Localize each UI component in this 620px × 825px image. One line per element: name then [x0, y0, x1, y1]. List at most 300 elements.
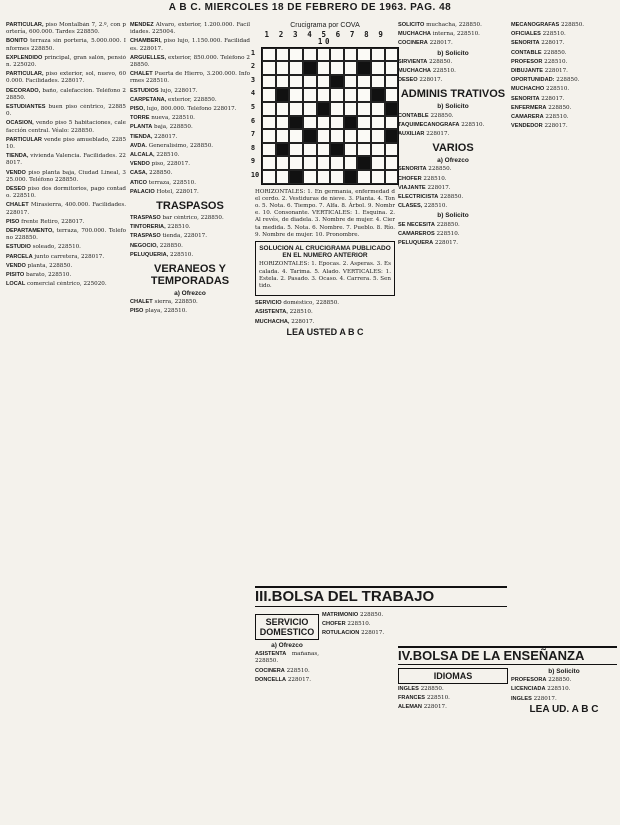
ad-lead: CHAMBERI,: [130, 38, 162, 45]
ad-text: planta, 228850.: [25, 262, 73, 269]
classified-ad: [398, 231, 508, 238]
ad-text: piso, 228017.: [149, 161, 190, 168]
crossword-cell: [262, 88, 276, 102]
crossword-cell: [371, 102, 385, 116]
ad-lead: ALCALA,: [130, 152, 155, 159]
crossword-cell: [357, 129, 371, 143]
classified-ad: [6, 228, 126, 242]
ad-lead: ESTUDIANTES: [6, 104, 46, 111]
classified-ad: [511, 696, 617, 703]
ad-lead: PALACIO: [130, 188, 155, 195]
crossword-row-number: 1: [250, 48, 256, 57]
ad-text: 228850.: [546, 104, 572, 111]
crossword-cell: [303, 75, 317, 89]
classified-ad: [398, 59, 508, 66]
solicito-sub: b) Solicito: [437, 49, 469, 57]
ad-text: 228017.: [543, 68, 568, 75]
crossword-row-number: 3: [250, 75, 256, 84]
ad-text: 228510.: [543, 114, 569, 121]
adminis-title: ADMINIS TRATIVOS: [400, 88, 506, 101]
crossword-cell: [385, 170, 399, 184]
ad-lead: CLASES,: [398, 203, 423, 210]
crossword-cell: [317, 48, 331, 62]
ad-text: piso lujo, 1.150.000. Facilidades. 228017.: [130, 38, 250, 52]
ad-lead: CHOFER: [322, 621, 346, 628]
crossword-cell: [371, 48, 385, 62]
classified-ad: [6, 104, 126, 118]
ad-lead: INGLES: [511, 695, 532, 702]
column-2: [130, 22, 250, 318]
classified-ad: [6, 272, 126, 279]
classified-ad: [130, 55, 250, 69]
ad-text: tienda, 228017.: [160, 233, 208, 240]
column-5: [511, 22, 617, 132]
ad-text: 228017.: [427, 40, 453, 47]
ad-lead: LICENCIADA: [511, 686, 546, 693]
classified-ad: [6, 202, 126, 216]
ad-text: mañanas, 228850.: [255, 651, 319, 665]
crossword-cell: [344, 75, 358, 89]
crossword-cell: [289, 61, 303, 75]
ad-lead: SEÑORITA: [511, 95, 540, 102]
ad-text: 228017.: [289, 318, 315, 325]
crossword-cell: [344, 48, 358, 62]
ad-text: comercial céntrico, 225020.: [25, 281, 107, 288]
crossword-wrap: [250, 47, 395, 185]
crossword-cell: [317, 116, 331, 130]
classified-ad: [398, 113, 508, 120]
ad-text: 228017.: [539, 95, 565, 102]
ad-lead: PROFESOR: [511, 58, 543, 65]
ad-lead: AUXILIAR: [398, 131, 425, 138]
crossword-cell: [371, 116, 385, 130]
ad-text: 228017.: [359, 630, 385, 637]
ad-lead: ARGUELLES,: [130, 54, 167, 61]
ad-lead: TIENDA,: [130, 133, 153, 140]
ad-text: junto carretera, 228017.: [32, 253, 105, 260]
ad-text: 228850.: [546, 677, 572, 684]
ad-lead: PISO: [130, 308, 144, 315]
ad-lead: ALEMAN: [398, 704, 422, 711]
ad-text: exterior, 228850.: [166, 96, 217, 103]
crossword-cell: [357, 143, 371, 157]
classified-ad: [130, 233, 250, 240]
ad-lead: OPORTUNIDAD:: [511, 77, 555, 84]
ad-text: 228510.: [545, 686, 571, 693]
crossword-cell: [371, 75, 385, 89]
ad-text: 228850.: [427, 58, 453, 65]
classified-ad: [511, 40, 617, 47]
crossword-cell: [371, 156, 385, 170]
crossword-cell: [276, 143, 290, 157]
ad-lead: CHOFER: [398, 175, 422, 182]
ad-text: Mirasierra, 400.000. Facilidades. 228017.: [6, 202, 126, 216]
crossword-cell: [276, 61, 290, 75]
crossword-cell: [262, 61, 276, 75]
classified-ad: [130, 134, 250, 141]
idiomas-col: [398, 666, 508, 714]
classified-ad: [398, 695, 508, 702]
ad-lead: DONCELLA: [255, 676, 287, 683]
classified-ad: [6, 153, 126, 167]
varios-sub: a) Ofrezco: [437, 157, 469, 165]
ad-lead: DEPARTAMENTO,: [6, 228, 54, 235]
ad-text: 228510.: [459, 121, 485, 128]
classified-ad: [511, 22, 617, 29]
crossword-cell: [330, 102, 344, 116]
crossword-cell: [276, 156, 290, 170]
ad-text: principal, gran salón, pensión. 225020.: [6, 54, 126, 69]
ad-lead: COCINERA: [398, 40, 428, 47]
ad-lead: PISO,: [130, 106, 145, 113]
column-3: [250, 22, 395, 337]
ad-text: 228510.: [430, 68, 456, 75]
idiomas-title: IDIOMAS: [398, 668, 508, 684]
ad-lead: TRASPASO: [130, 233, 161, 240]
crossword-cell: [330, 170, 344, 184]
crossword-cell: [357, 102, 371, 116]
solucion-text: HORIZONTALES: 1. Epocas. 2. Asperas. 3. Escalada. 4. Tarima. 5. Alado. VERTICALES: 1. Estela. 2. Pasado. 3. Ocaso. 4. Carrera. 5. Sentido.: [259, 261, 391, 289]
ad-text: Alvaro, exterior, 1.200.000. Facilidades. 225004.: [130, 22, 250, 36]
ad-lead: SEÑORITA: [511, 40, 540, 47]
ad-text: playa, 228510.: [143, 308, 188, 315]
crossword-cell: [276, 102, 290, 116]
ad-text: buen piso céntrico, 228850.: [6, 104, 126, 118]
crossword-grid: [261, 47, 399, 185]
crossword-cell: [289, 170, 303, 184]
crossword-cell: [303, 48, 317, 62]
classified-ad: [398, 122, 508, 129]
page-header: A B C. MIERCOLES 18 DE FEBRERO DE 1963. PAG. 48: [168, 2, 452, 13]
classified-ad: [398, 166, 508, 173]
crossword-row-numbers: [251, 47, 259, 183]
ad-lead: ASISTENTA: [255, 651, 287, 658]
classified-ad: [130, 152, 250, 159]
classified-ad: [322, 612, 396, 619]
crossword-cell: [262, 75, 276, 89]
classified-ad: [130, 88, 250, 95]
ad-lead: CARPETANA,: [130, 96, 167, 103]
ad-lead: ASISTENTA,: [255, 309, 288, 316]
classified-ad: [130, 308, 250, 315]
crossword-cell: [317, 170, 331, 184]
classified-ad: [398, 240, 508, 247]
crossword-cell: [357, 156, 371, 170]
classified-ad: [511, 686, 617, 693]
ad-lead: ROTULACION: [322, 630, 360, 637]
crossword-cell: [303, 156, 317, 170]
crossword-cell: [289, 129, 303, 143]
classified-ad: [511, 59, 617, 66]
classified-ad: [511, 31, 617, 38]
classified-ad: [511, 86, 617, 93]
ad-lead: EXPLENDIDO: [6, 54, 43, 61]
ad-lead: TINTORERIA,: [130, 224, 166, 231]
crossword-cell: [330, 116, 344, 130]
ad-text: 228510.: [345, 621, 371, 628]
classified-ad: [398, 22, 508, 29]
crossword-cell: [385, 156, 399, 170]
classified-ad: [6, 137, 126, 151]
classified-ad: [398, 686, 508, 693]
ad-lead: NEGOCIO,: [130, 242, 158, 249]
classified-ad: [255, 668, 319, 675]
classified-ad: [130, 252, 250, 259]
classified-ad: [6, 263, 126, 270]
ad-lead: MATRIMONIO: [322, 612, 359, 618]
classified-ad: [398, 31, 508, 38]
crossword-cell: [371, 129, 385, 143]
ad-lead: CHALET: [130, 299, 153, 306]
ad-lead: MUCHACHA: [398, 31, 431, 38]
crossword-cell: [330, 129, 344, 143]
crossword-cell: [371, 143, 385, 157]
traspasos-title: TRASPASOS: [156, 200, 224, 213]
bolsa-trabajo-banner: III.BOLSA DEL TRABAJO: [255, 586, 507, 607]
crossword-cell: [303, 102, 317, 116]
ad-lead: AVDA.: [130, 142, 147, 149]
ad-lead: BONITO: [6, 38, 28, 45]
crossword-cell: [289, 88, 303, 102]
crossword-cell: [357, 116, 371, 130]
ad-lead: VENDEDOR: [511, 123, 543, 130]
ad-lead: DECORADO,: [6, 87, 41, 94]
ad-text: bar céntrico, 228850.: [160, 215, 224, 222]
ad-lead: FRANCES: [398, 695, 426, 702]
ad-text: 228850.: [541, 49, 567, 56]
ad-lead: CONTABLE: [511, 49, 542, 56]
classified-ad: [130, 299, 250, 306]
crossword-cell: [344, 170, 358, 184]
classified-ad: [130, 189, 250, 196]
classified-ad: [6, 38, 126, 52]
column-5-lower: [511, 666, 617, 713]
ad-lead: TRASPASO: [130, 215, 161, 222]
ad-text: vivienda Valencia. Facilidades. 228017.: [6, 153, 126, 167]
crossword-cell: [330, 61, 344, 75]
ad-text: 228017.: [425, 184, 451, 191]
ad-lead: VIAJANTE: [398, 184, 426, 191]
veraneos-title: VERANEOS Y TEMPORADAS: [150, 263, 230, 288]
ad-lead: MUCHACHA,: [255, 318, 290, 325]
ad-lead: PISO: [6, 218, 20, 225]
crossword-cell: [385, 88, 399, 102]
classified-ad: [130, 143, 250, 150]
ad-lead: PELUQUERIA,: [130, 251, 169, 258]
classified-ad: [130, 38, 250, 52]
crossword-column-numbers: 1 2 3 4 5 6 7 8 9 10: [264, 30, 386, 47]
servicio-title: SERVICIO DOMESTICO: [255, 614, 319, 640]
ad-text: 228510.: [165, 224, 191, 231]
classified-ad: [6, 281, 126, 288]
crossword-cell: [317, 129, 331, 143]
classified-ad: [130, 106, 250, 113]
classified-ad: [255, 300, 395, 307]
ad-lead: PARTICULAR: [6, 136, 42, 143]
classified-ad: [6, 71, 126, 85]
crossword-cell: [262, 48, 276, 62]
ad-text: lujo, 228017.: [158, 87, 198, 94]
ad-text: 228017.: [286, 676, 311, 683]
ad-text: sierra, 228850.: [152, 299, 198, 306]
classified-ad: [6, 120, 126, 134]
ad-text: 228017.: [433, 240, 459, 247]
ad-text: terraza sin portería, 5.000.000. Informes 228850.: [6, 38, 126, 52]
ad-text: 228850.: [559, 22, 585, 28]
crossword-cell: [289, 75, 303, 89]
ad-lead: CHALET: [6, 202, 29, 209]
ad-text: 228510.: [168, 251, 194, 258]
crossword-cell: [262, 102, 276, 116]
crossword-cell: [357, 48, 371, 62]
crossword-cell: [385, 61, 399, 75]
ad-lead: TAQUIMECANOGRAFA: [398, 121, 460, 128]
classified-ad: [511, 105, 617, 112]
crossword-cell: [330, 75, 344, 89]
crossword-cell: [357, 75, 371, 89]
crossword-cell: [371, 88, 385, 102]
classified-ad: [130, 124, 250, 131]
ad-lead: SE NECESITA: [398, 221, 435, 228]
ad-text: 228850.: [426, 166, 452, 173]
crossword-cell: [330, 88, 344, 102]
crossword-cell: [317, 102, 331, 116]
classified-ad: [6, 55, 126, 69]
ad-text: 228850.: [434, 221, 460, 228]
ad-lead: ENFERMERA: [511, 104, 547, 111]
crossword-cell: [303, 88, 317, 102]
classified-ad: [398, 77, 508, 84]
ad-lead: SOLICITO: [398, 22, 425, 28]
ad-lead: PARTICULAR,: [6, 71, 44, 78]
ad-lead: MUCHACHA: [398, 68, 431, 75]
ad-lead: OFICIALES: [511, 31, 541, 38]
varios-sub-2: b) Solicito: [437, 212, 469, 220]
crossword-cell: [371, 170, 385, 184]
crossword-cell: [303, 116, 317, 130]
ad-lead: INGLES: [398, 686, 419, 692]
crossword-cell: [317, 61, 331, 75]
servicio-domestico-col-2: [322, 612, 396, 640]
ad-text: 228850.: [418, 686, 444, 692]
classified-ad: [255, 309, 395, 316]
ad-text: 228510.: [544, 86, 570, 93]
classified-ad: [398, 194, 508, 201]
ad-text: Puerta de Hierro, 3.200.000. Informes 228510.: [130, 71, 250, 85]
classified-ad: [398, 176, 508, 183]
servicio-sub: a) Ofrezco: [271, 642, 303, 649]
crossword-cell: [289, 143, 303, 157]
crossword-row-number: 5: [250, 102, 256, 111]
crossword-cell: [262, 143, 276, 157]
ad-text: piso planta baja, Ciudad Lineal, 325.000. Teléfono 228850.: [6, 169, 126, 183]
ad-lead: MENDEZ: [130, 22, 154, 28]
ad-text: 228017.: [424, 131, 450, 138]
ad-text: 228850.: [147, 170, 173, 177]
classified-ad: [322, 630, 396, 637]
crossword-cell: [385, 143, 399, 157]
crossword-cell: [303, 170, 317, 184]
classified-ad: [398, 185, 508, 192]
crossword-row-number: 2: [250, 62, 256, 71]
crossword-row-number: 9: [250, 157, 256, 166]
classified-ad: [511, 50, 617, 57]
crossword-cell: [357, 170, 371, 184]
crossword-cell: [276, 88, 290, 102]
classified-ad: [398, 704, 508, 711]
ad-text: piso dos dormitorios, pago contado. 228510.: [6, 186, 126, 200]
ad-text: soleado, 228510.: [30, 244, 81, 251]
crossword-cell: [289, 48, 303, 62]
crossword-cell: [317, 88, 331, 102]
ad-text: terraza, 228510.: [147, 179, 196, 186]
ad-lead: PARCELA: [6, 253, 33, 260]
classified-ad: [398, 68, 508, 75]
crossword-cell: [276, 116, 290, 130]
ad-lead: SERVICIO: [255, 300, 282, 307]
crossword-cell: [344, 116, 358, 130]
ad-text: baja, 228850.: [152, 124, 193, 131]
crossword-cell: [276, 75, 290, 89]
crossword-cell: [344, 88, 358, 102]
column-1: [6, 22, 126, 291]
ad-text: frente Retiro, 228017.: [19, 218, 85, 225]
ad-lead: SEÑORITA: [398, 166, 427, 173]
ad-text: doméstico, 228850.: [281, 300, 340, 307]
ad-lead: VENDO: [6, 262, 26, 269]
crossword-cell: [289, 102, 303, 116]
solucion-box: [255, 241, 395, 296]
ad-lead: MECANOGRAFAS: [511, 22, 560, 28]
crossword-cell: [357, 88, 371, 102]
servicio-domestico-col: [255, 612, 319, 686]
ad-lead: PARTICULAR,: [6, 22, 44, 28]
classified-ad: [398, 40, 508, 47]
crossword-cell: [262, 156, 276, 170]
ad-text: barato, 228510.: [24, 272, 72, 279]
classified-ad: [255, 651, 319, 665]
ad-text: 228510.: [421, 175, 447, 182]
crossword-cell: [289, 116, 303, 130]
ad-text: 228850.: [358, 612, 384, 618]
lea-abc-col5: LEA UD. A B C: [529, 703, 599, 715]
crossword-cell: [303, 61, 317, 75]
adminis-sub: b) Solicito: [437, 103, 469, 111]
crossword-cell: [385, 102, 399, 116]
crossword-cell: [344, 129, 358, 143]
ad-lead: DIBUJANTE: [511, 68, 544, 75]
classified-ad: [398, 203, 508, 210]
crossword-cell: [276, 48, 290, 62]
solicito-sub-col5: b) Solicito: [548, 668, 580, 675]
classified-ad: [511, 677, 617, 684]
classified-ad: [130, 170, 250, 177]
ad-text: 228510.: [284, 667, 310, 674]
classified-ad: [6, 88, 126, 102]
ad-text: piso exterior, sol, nuevo, 600.000. Facilidades. 228017.: [6, 71, 126, 85]
ad-lead: COCINERA: [255, 667, 285, 674]
crossword-row-number: 10: [250, 170, 260, 179]
classified-ad: [511, 77, 617, 84]
ad-text: 228510.: [434, 230, 460, 237]
ad-text: 228510.: [540, 31, 566, 38]
crossword-cell: [262, 116, 276, 130]
ad-text: vendo piso 5 habitaciones, calefacción central. Véalo: 228850.: [6, 120, 126, 134]
crossword-cell: [317, 156, 331, 170]
ad-text: Generalísimo, 228850.: [147, 142, 214, 149]
ad-text: piso Montalbán 7, 2.º, con portería, 600.000. Tardes 228850.: [6, 22, 126, 36]
classified-ad: [6, 170, 126, 184]
